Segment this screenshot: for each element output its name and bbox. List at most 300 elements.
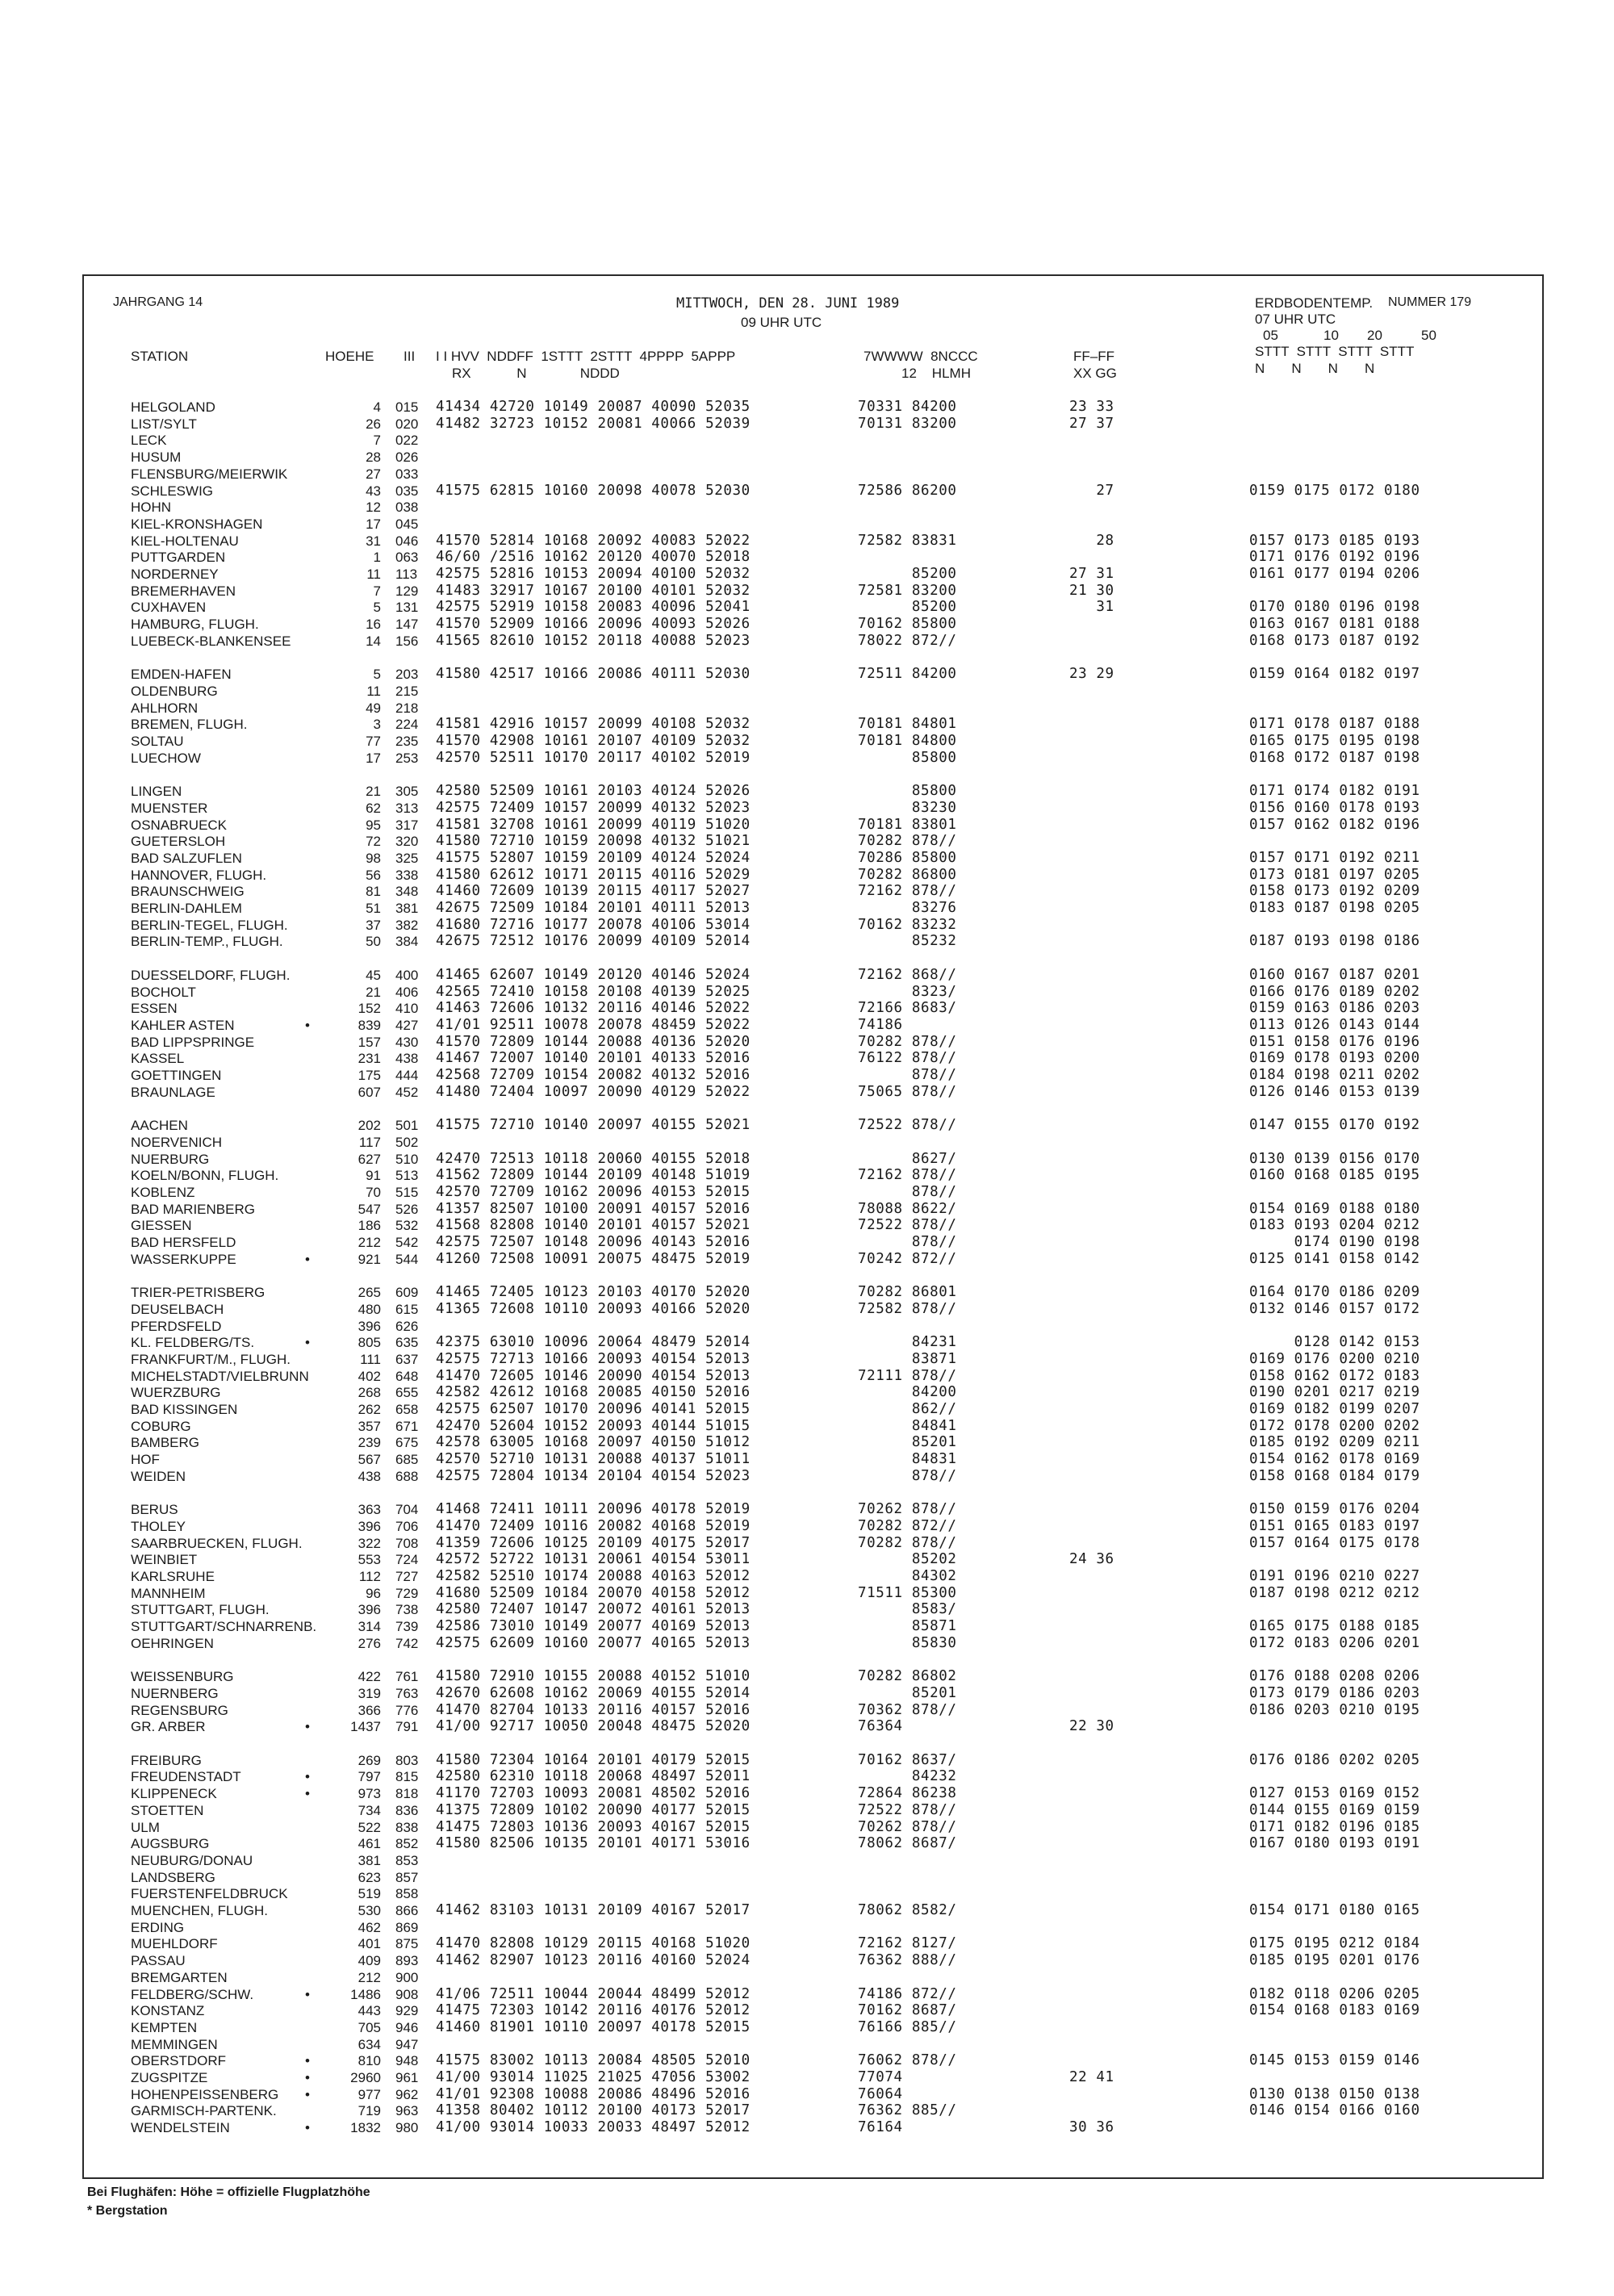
station-name: BAD SALZUFLEN bbox=[131, 850, 242, 866]
col-group1-top: I I HVV NDDFF 1STTT 2STTT 4PPPP 5APPP bbox=[436, 349, 736, 364]
synop-group-2: 76122 878// bbox=[858, 1050, 957, 1067]
station-name: THOLEY bbox=[131, 1518, 186, 1534]
table-row bbox=[0, 1702, 1614, 1719]
mountain-marker: • bbox=[305, 1986, 310, 2002]
station-height: 112 bbox=[358, 1569, 381, 1584]
station-name: STUTTGART/SCHNARRENB. bbox=[131, 1619, 317, 1635]
wind-gusts: 23 29 bbox=[1069, 666, 1114, 683]
table-row bbox=[0, 783, 1614, 800]
station-height: 322 bbox=[358, 1535, 381, 1551]
station-name: FLENSBURG/MEIERWIK bbox=[131, 466, 288, 482]
table-row bbox=[0, 1084, 1614, 1101]
table-row bbox=[0, 1234, 1614, 1251]
soil-temperatures: 0167 0180 0193 0191 bbox=[1249, 1835, 1420, 1852]
station-height: 111 bbox=[360, 1351, 381, 1367]
mountain-marker: • bbox=[305, 1786, 310, 1802]
station-height: 401 bbox=[358, 1936, 381, 1952]
station-height: 3 bbox=[373, 717, 381, 733]
synop-group-1: 41475 72803 10136 20093 40167 52015 bbox=[436, 1818, 751, 1835]
synop-group-1: 42568 72709 10154 20082 40132 52016 bbox=[436, 1067, 751, 1083]
synop-group-2: 85201 bbox=[858, 1684, 957, 1701]
station-height: 4 bbox=[373, 399, 381, 415]
synop-group-2: 70131 83200 bbox=[858, 415, 957, 432]
station-index: 427 bbox=[395, 1017, 419, 1033]
station-height: 5 bbox=[373, 600, 381, 616]
synop-group-2: 878// bbox=[858, 1467, 957, 1484]
station-height: 462 bbox=[358, 1919, 381, 1935]
station-name: REGENSBURG bbox=[131, 1702, 228, 1718]
synop-group-2: 8583/ bbox=[858, 1601, 957, 1618]
soil-temperatures: 0187 0198 0212 0212 bbox=[1249, 1584, 1420, 1601]
synop-group-2: 74186 872// bbox=[858, 1985, 957, 2002]
soil-temperatures: 0185 0195 0201 0176 bbox=[1249, 1952, 1420, 1969]
station-name: HOF bbox=[131, 1452, 160, 1468]
table-row bbox=[0, 1217, 1614, 1234]
table-row bbox=[0, 1134, 1614, 1151]
station-name: PASSAU bbox=[131, 1953, 186, 1969]
synop-group-1: 42570 52710 10131 20088 40137 51011 bbox=[436, 1451, 751, 1468]
station-name: ESSEN bbox=[131, 1001, 178, 1017]
soil-temperatures: 0169 0176 0200 0210 bbox=[1249, 1350, 1420, 1367]
station-index: 400 bbox=[395, 967, 419, 983]
station-height: 567 bbox=[358, 1452, 381, 1468]
synop-group-1: 41468 72411 10111 20096 40178 52019 bbox=[436, 1501, 751, 1518]
station-height: 977 bbox=[358, 2086, 381, 2102]
synop-group-2: 72522 878// bbox=[858, 1217, 957, 1234]
synop-group-2: 70282 86800 bbox=[858, 866, 957, 883]
station-height: 37 bbox=[366, 917, 381, 933]
table-row bbox=[0, 1201, 1614, 1218]
soil-depth-10: 10 bbox=[1323, 328, 1339, 343]
station-height: 212 bbox=[358, 1969, 381, 1985]
station-index: 542 bbox=[395, 1235, 419, 1250]
synop-group-2: 70162 8637/ bbox=[858, 1751, 957, 1768]
table-row bbox=[0, 1668, 1614, 1685]
station-height: 157 bbox=[358, 1034, 381, 1050]
station-name: HELGOLAND bbox=[131, 399, 215, 415]
col-group2-bottom: 12 HLMH bbox=[901, 366, 971, 381]
synop-group-2: 70282 878// bbox=[858, 833, 957, 850]
soil-temperatures: 0158 0173 0192 0209 bbox=[1249, 883, 1420, 900]
station-height: 11 bbox=[366, 683, 381, 699]
synop-group-1: 41357 82507 10100 20091 40157 52016 bbox=[436, 1200, 751, 1217]
table-row bbox=[0, 750, 1614, 767]
synop-group-1: 41358 80402 10112 20100 40173 52017 bbox=[436, 2102, 751, 2119]
synop-group-2: 72166 8683/ bbox=[858, 1000, 957, 1017]
station-name: NORDERNEY bbox=[131, 567, 219, 582]
table-row bbox=[0, 1718, 1614, 1735]
station-height: 443 bbox=[358, 2003, 381, 2019]
synop-group-1: 41570 52909 10166 20096 40093 52026 bbox=[436, 616, 751, 633]
station-index: 526 bbox=[395, 1201, 419, 1217]
station-height: 27 bbox=[366, 466, 381, 482]
soil-temperatures: 0183 0193 0204 0212 bbox=[1249, 1217, 1420, 1234]
table-row bbox=[0, 1518, 1614, 1535]
synop-group-2: 70331 84200 bbox=[858, 399, 957, 415]
station-name: KIEL-KRONSHAGEN bbox=[131, 516, 263, 532]
station-index: 218 bbox=[395, 700, 419, 716]
station-name: BAD MARIENBERG bbox=[131, 1201, 255, 1217]
soil-temperatures: 0168 0172 0187 0198 bbox=[1249, 749, 1420, 766]
station-name: OBERSTDORF bbox=[131, 2053, 227, 2069]
station-index: 655 bbox=[395, 1385, 419, 1401]
synop-group-2: 76362 885// bbox=[858, 2102, 957, 2119]
table-row bbox=[0, 1618, 1614, 1635]
station-index: 803 bbox=[395, 1752, 419, 1768]
station-index: 738 bbox=[395, 1602, 419, 1618]
synop-group-2: 70181 84801 bbox=[858, 716, 957, 733]
soil-temperatures: 0172 0178 0200 0202 bbox=[1249, 1417, 1420, 1434]
station-name: PUTTGARDEN bbox=[131, 550, 226, 566]
table-row bbox=[0, 1318, 1614, 1335]
synop-group-1: 41580 42517 10166 20086 40111 52030 bbox=[436, 666, 751, 683]
station-name: AACHEN bbox=[131, 1118, 188, 1134]
table-row bbox=[0, 733, 1614, 750]
station-height: 21 bbox=[366, 784, 381, 800]
soil-temperatures: 0185 0192 0209 0211 bbox=[1249, 1434, 1420, 1451]
station-height: 91 bbox=[366, 1168, 381, 1184]
table-row bbox=[0, 1885, 1614, 1902]
synop-group-1: 41480 72404 10097 20090 40129 52022 bbox=[436, 1083, 751, 1100]
station-height: 547 bbox=[358, 1201, 381, 1217]
synop-group-2: 78022 872// bbox=[858, 632, 957, 649]
station-name: KONSTANZ bbox=[131, 2003, 205, 2019]
station-height: 262 bbox=[358, 1402, 381, 1417]
station-name: EMDEN-HAFEN bbox=[131, 667, 232, 683]
synop-group-1: 41581 42916 10157 20099 40108 52032 bbox=[436, 716, 751, 733]
table-row bbox=[0, 1568, 1614, 1585]
station-height: 409 bbox=[358, 1953, 381, 1969]
station-name: PFERDSFELD bbox=[131, 1318, 222, 1334]
synop-group-2: 85202 bbox=[858, 1551, 957, 1568]
wind-gusts: 28 bbox=[1069, 532, 1114, 549]
table-row bbox=[0, 1251, 1614, 1268]
synop-group-1: 42575 62609 10160 20077 40165 52013 bbox=[436, 1634, 751, 1651]
synop-group-2: 8323/ bbox=[858, 983, 957, 1000]
synop-group-2: 72162 878// bbox=[858, 1167, 957, 1184]
station-name: WUERZBURG bbox=[131, 1385, 221, 1401]
wind-gusts: 30 36 bbox=[1069, 2119, 1114, 2136]
station-height: 50 bbox=[366, 934, 381, 950]
table-row bbox=[0, 399, 1614, 416]
synop-group-1: 41470 72605 10146 20090 40154 52013 bbox=[436, 1367, 751, 1384]
station-height: 16 bbox=[366, 617, 381, 633]
soil-temperatures: 0164 0170 0186 0209 bbox=[1249, 1284, 1420, 1301]
table-row bbox=[0, 1284, 1614, 1301]
station-index: 215 bbox=[395, 683, 419, 699]
table-row bbox=[0, 1902, 1614, 1919]
station-height: 231 bbox=[358, 1051, 381, 1067]
synop-group-2: 862// bbox=[858, 1401, 957, 1417]
synop-group-2: 71511 85300 bbox=[858, 1584, 957, 1601]
synop-group-2: 70282 86802 bbox=[858, 1668, 957, 1685]
synop-group-1: 42570 72709 10162 20096 40153 52015 bbox=[436, 1183, 751, 1200]
station-height: 366 bbox=[358, 1702, 381, 1718]
synop-group-2: 78062 8687/ bbox=[858, 1835, 957, 1852]
synop-group-1: 42580 62310 10118 20068 48497 52011 bbox=[436, 1768, 751, 1785]
station-index: 203 bbox=[395, 667, 419, 683]
table-row bbox=[0, 1635, 1614, 1652]
soil-temperatures: 0157 0162 0182 0196 bbox=[1249, 816, 1420, 833]
soil-temperatures: 0187 0193 0198 0186 bbox=[1249, 933, 1420, 950]
station-index: 866 bbox=[395, 1903, 419, 1918]
soil-temperatures: 0165 0175 0195 0198 bbox=[1249, 733, 1420, 749]
soil-temperatures: 0147 0155 0170 0192 bbox=[1249, 1117, 1420, 1134]
station-height: 98 bbox=[366, 850, 381, 866]
station-height: 276 bbox=[358, 1635, 381, 1651]
soil-temperatures: 0166 0176 0189 0202 bbox=[1249, 983, 1420, 1000]
station-index: 946 bbox=[395, 2019, 419, 2035]
synop-group-2: 8627/ bbox=[858, 1150, 957, 1167]
station-index: 253 bbox=[395, 750, 419, 766]
soil-temperatures: 0130 0139 0156 0170 bbox=[1249, 1150, 1420, 1167]
synop-group-1: 41359 72606 10125 20109 40175 52017 bbox=[436, 1534, 751, 1551]
station-height: 319 bbox=[358, 1685, 381, 1701]
synop-group-2: 76062 878// bbox=[858, 2052, 957, 2069]
synop-group-1: 41562 72809 10144 20109 40148 51019 bbox=[436, 1167, 751, 1184]
synop-group-2: 70362 878// bbox=[858, 1701, 957, 1718]
station-height: 45 bbox=[366, 967, 381, 983]
station-name: ULM bbox=[131, 1819, 160, 1835]
synop-group-1: 41580 62612 10171 20115 40116 52029 bbox=[436, 866, 751, 883]
station-name: BREMEN, FLUGH. bbox=[131, 717, 248, 733]
soil-temperatures: 0154 0168 0183 0169 bbox=[1249, 2002, 1420, 2019]
synop-group-1: 42586 73010 10149 20077 40169 52013 bbox=[436, 1618, 751, 1635]
report-date: MITTWOCH, DEN 28. JUNI 1989 bbox=[676, 295, 900, 312]
station-name: WEIDEN bbox=[131, 1468, 186, 1484]
soil-temperatures: 0169 0182 0199 0207 bbox=[1249, 1401, 1420, 1417]
station-index: 532 bbox=[395, 1218, 419, 1234]
station-name: BERLIN-TEGEL, FLUGH. bbox=[131, 917, 288, 933]
station-height: 623 bbox=[358, 1869, 381, 1885]
station-height: 152 bbox=[358, 1001, 381, 1017]
station-name: ERDING bbox=[131, 1919, 185, 1935]
table-row bbox=[0, 1401, 1614, 1418]
table-row bbox=[0, 633, 1614, 650]
station-index: 818 bbox=[395, 1786, 419, 1802]
wind-gusts: 27 31 bbox=[1069, 566, 1114, 582]
station-index: 761 bbox=[395, 1669, 419, 1685]
table-row bbox=[0, 1451, 1614, 1468]
synop-group-2: 72864 86238 bbox=[858, 1785, 957, 1802]
table-row bbox=[0, 1535, 1614, 1552]
soil-temperatures: 0170 0180 0196 0198 bbox=[1249, 599, 1420, 616]
synop-group-1: 41/00 93014 11025 21025 47056 53002 bbox=[436, 2069, 751, 2085]
station-height: 31 bbox=[366, 533, 381, 549]
table-row bbox=[0, 1952, 1614, 1969]
table-row bbox=[0, 2036, 1614, 2053]
table-row bbox=[0, 432, 1614, 449]
soil-temperatures: 0171 0174 0182 0191 bbox=[1249, 783, 1420, 800]
station-height: 1 bbox=[373, 550, 381, 566]
table-row bbox=[0, 2002, 1614, 2019]
station-index: 156 bbox=[395, 633, 419, 649]
station-index: 131 bbox=[395, 600, 419, 616]
station-height: 26 bbox=[366, 416, 381, 432]
synop-group-2: 76166 885// bbox=[858, 2018, 957, 2035]
station-index: 742 bbox=[395, 1635, 419, 1651]
station-height: 43 bbox=[366, 483, 381, 499]
soil-temperatures: 0113 0126 0143 0144 bbox=[1249, 1016, 1420, 1033]
synop-group-2: 70262 878// bbox=[858, 1818, 957, 1835]
issue-number: NUMMER 179 bbox=[1388, 295, 1472, 309]
synop-group-2: 85830 bbox=[858, 1634, 957, 1651]
soil-depth-20: 20 bbox=[1367, 328, 1382, 343]
synop-group-2: 70181 84800 bbox=[858, 733, 957, 749]
station-index: 727 bbox=[395, 1569, 419, 1584]
synop-group-1: 41460 72609 10139 20115 40117 52027 bbox=[436, 883, 751, 900]
synop-group-1: 41570 52814 10168 20092 40083 52022 bbox=[436, 532, 751, 549]
synop-group-2: 75065 878// bbox=[858, 1083, 957, 1100]
mountain-marker: • bbox=[305, 1769, 310, 1785]
col-hoehe: HOEHE bbox=[325, 349, 374, 364]
synop-group-2: 84232 bbox=[858, 1768, 957, 1785]
table-row bbox=[0, 666, 1614, 683]
station-name: NEUBURG/DONAU bbox=[131, 1852, 253, 1868]
station-name: KEMPTEN bbox=[131, 2019, 198, 2035]
station-index: 729 bbox=[395, 1585, 419, 1601]
station-height: 268 bbox=[358, 1385, 381, 1401]
station-height: 81 bbox=[366, 884, 381, 900]
table-row bbox=[0, 1869, 1614, 1886]
station-name: SCHLESWIG bbox=[131, 483, 214, 499]
synop-group-1: 41/00 93014 10033 20033 48497 52012 bbox=[436, 2119, 751, 2136]
synop-group-1: 41465 62607 10149 20120 40146 52024 bbox=[436, 966, 751, 983]
table-spacer-row bbox=[0, 1735, 1614, 1752]
synop-group-2: 878// bbox=[858, 1183, 957, 1200]
synop-group-2: 70282 878// bbox=[858, 1534, 957, 1551]
station-index: 635 bbox=[395, 1335, 419, 1351]
station-height: 480 bbox=[358, 1301, 381, 1317]
station-index: 947 bbox=[395, 2036, 419, 2052]
station-index: 724 bbox=[395, 1552, 419, 1568]
station-height: 2960 bbox=[350, 2070, 381, 2085]
station-index: 224 bbox=[395, 717, 419, 733]
station-name: CUXHAVEN bbox=[131, 600, 207, 616]
station-index: 869 bbox=[395, 1919, 419, 1935]
table-row bbox=[0, 883, 1614, 900]
report-time: 09 UHR UTC bbox=[741, 315, 822, 330]
station-name: KIEL-HOLTENAU bbox=[131, 533, 239, 549]
synop-group-1: 42582 42612 10168 20085 40150 52016 bbox=[436, 1384, 751, 1401]
synop-group-1: 41575 72710 10140 20097 40155 52021 bbox=[436, 1117, 751, 1134]
synop-group-1: 41365 72608 10110 20093 40166 52020 bbox=[436, 1300, 751, 1317]
soil-temperatures: 0183 0187 0198 0205 bbox=[1249, 900, 1420, 916]
station-name: TRIER-PETRISBERG bbox=[131, 1285, 266, 1301]
station-index: 129 bbox=[395, 583, 419, 599]
synop-group-1: 41680 72716 10177 20078 40106 53014 bbox=[436, 916, 751, 933]
station-index: 022 bbox=[395, 433, 419, 449]
station-index: 046 bbox=[395, 533, 419, 549]
station-index: 406 bbox=[395, 984, 419, 1000]
station-index: 908 bbox=[395, 1986, 419, 2002]
table-row bbox=[0, 1551, 1614, 1568]
synop-group-1: 42470 72513 10118 20060 40155 52018 bbox=[436, 1150, 751, 1167]
table-row bbox=[0, 533, 1614, 550]
wind-gusts: 22 41 bbox=[1069, 2069, 1114, 2085]
table-spacer-row bbox=[0, 1485, 1614, 1502]
table-row bbox=[0, 833, 1614, 850]
table-row bbox=[0, 1969, 1614, 1986]
synop-group-1: 41475 72303 10142 20116 40176 52012 bbox=[436, 2002, 751, 2019]
station-height: 705 bbox=[358, 2019, 381, 2035]
soil-temperatures: 0154 0171 0180 0165 bbox=[1249, 1902, 1420, 1918]
synop-group-2: 70286 85800 bbox=[858, 849, 957, 866]
soil-temperatures: 0169 0178 0193 0200 bbox=[1249, 1050, 1420, 1067]
station-name: FRANKFURT/M., FLUGH. bbox=[131, 1351, 291, 1367]
station-name: MUEHLDORF bbox=[131, 1936, 218, 1952]
table-row bbox=[0, 1685, 1614, 1702]
station-height: 357 bbox=[358, 1418, 381, 1434]
synop-group-1: 41460 81901 10110 20097 40178 52015 bbox=[436, 2018, 751, 2035]
soil-temperatures: 0168 0173 0187 0192 bbox=[1249, 632, 1420, 649]
table-row bbox=[0, 1334, 1614, 1351]
synop-group-2: 70262 878// bbox=[858, 1501, 957, 1518]
table-row bbox=[0, 933, 1614, 950]
station-name: BRAUNSCHWEIG bbox=[131, 884, 245, 900]
soil-temperatures: 0144 0155 0169 0159 bbox=[1249, 1801, 1420, 1818]
synop-group-1: 41580 72910 10155 20088 40152 51010 bbox=[436, 1668, 751, 1685]
synop-group-2: 85201 bbox=[858, 1434, 957, 1451]
station-height: 269 bbox=[358, 1752, 381, 1768]
station-index: 609 bbox=[395, 1285, 419, 1301]
station-name: HOHN bbox=[131, 500, 172, 516]
station-height: 810 bbox=[358, 2053, 381, 2069]
table-row bbox=[0, 566, 1614, 583]
soil-temperatures: 0163 0167 0181 0188 bbox=[1249, 616, 1420, 633]
station-height: 1832 bbox=[350, 2120, 381, 2136]
synop-group-2: 72582 878// bbox=[858, 1300, 957, 1317]
station-name: FREIBURG bbox=[131, 1752, 202, 1768]
soil-depth-05: 05 bbox=[1263, 328, 1278, 343]
synop-group-2: 878// bbox=[858, 1067, 957, 1083]
table-row bbox=[0, 1434, 1614, 1451]
station-index: 626 bbox=[395, 1318, 419, 1334]
station-height: 95 bbox=[366, 817, 381, 833]
soil-temperatures: 0174 0190 0198 bbox=[1249, 1234, 1420, 1250]
table-row bbox=[0, 1468, 1614, 1485]
table-row bbox=[0, 1167, 1614, 1184]
synop-group-1: 42578 63005 10168 20097 40150 51012 bbox=[436, 1434, 751, 1451]
station-height: 396 bbox=[358, 1602, 381, 1618]
soil-temperatures: 0171 0178 0187 0188 bbox=[1249, 716, 1420, 733]
synop-group-1: 42575 72409 10157 20099 40132 52023 bbox=[436, 799, 751, 816]
synop-group-2: 78088 8622/ bbox=[858, 1200, 957, 1217]
table-row bbox=[0, 817, 1614, 834]
table-row bbox=[0, 1802, 1614, 1819]
station-index: 875 bbox=[395, 1936, 419, 1952]
synop-group-2: 70162 8687/ bbox=[858, 2002, 957, 2019]
station-height: 314 bbox=[358, 1619, 381, 1635]
table-row bbox=[0, 867, 1614, 884]
station-name: KOELN/BONN, FLUGH. bbox=[131, 1168, 279, 1184]
station-index: 038 bbox=[395, 500, 419, 516]
station-name: MICHELSTADT/VIELBRUNN bbox=[131, 1368, 309, 1384]
soil-temperatures: 0184 0198 0211 0202 bbox=[1249, 1067, 1420, 1083]
table-row bbox=[0, 2069, 1614, 2086]
station-name: LINGEN bbox=[131, 784, 182, 800]
station-height: 839 bbox=[358, 1017, 381, 1033]
station-name: STUTTGART, FLUGH. bbox=[131, 1602, 270, 1618]
station-height: 186 bbox=[358, 1218, 381, 1234]
synop-group-2: 77074 bbox=[858, 2069, 903, 2085]
table-row bbox=[0, 1919, 1614, 1936]
station-index: 410 bbox=[395, 1001, 419, 1017]
soil-temperatures: 0127 0153 0169 0152 bbox=[1249, 1785, 1420, 1802]
station-name: KAHLER ASTEN bbox=[131, 1017, 235, 1033]
station-index: 452 bbox=[395, 1084, 419, 1100]
synop-group-1: 42675 72512 10176 20099 40109 52014 bbox=[436, 933, 751, 950]
